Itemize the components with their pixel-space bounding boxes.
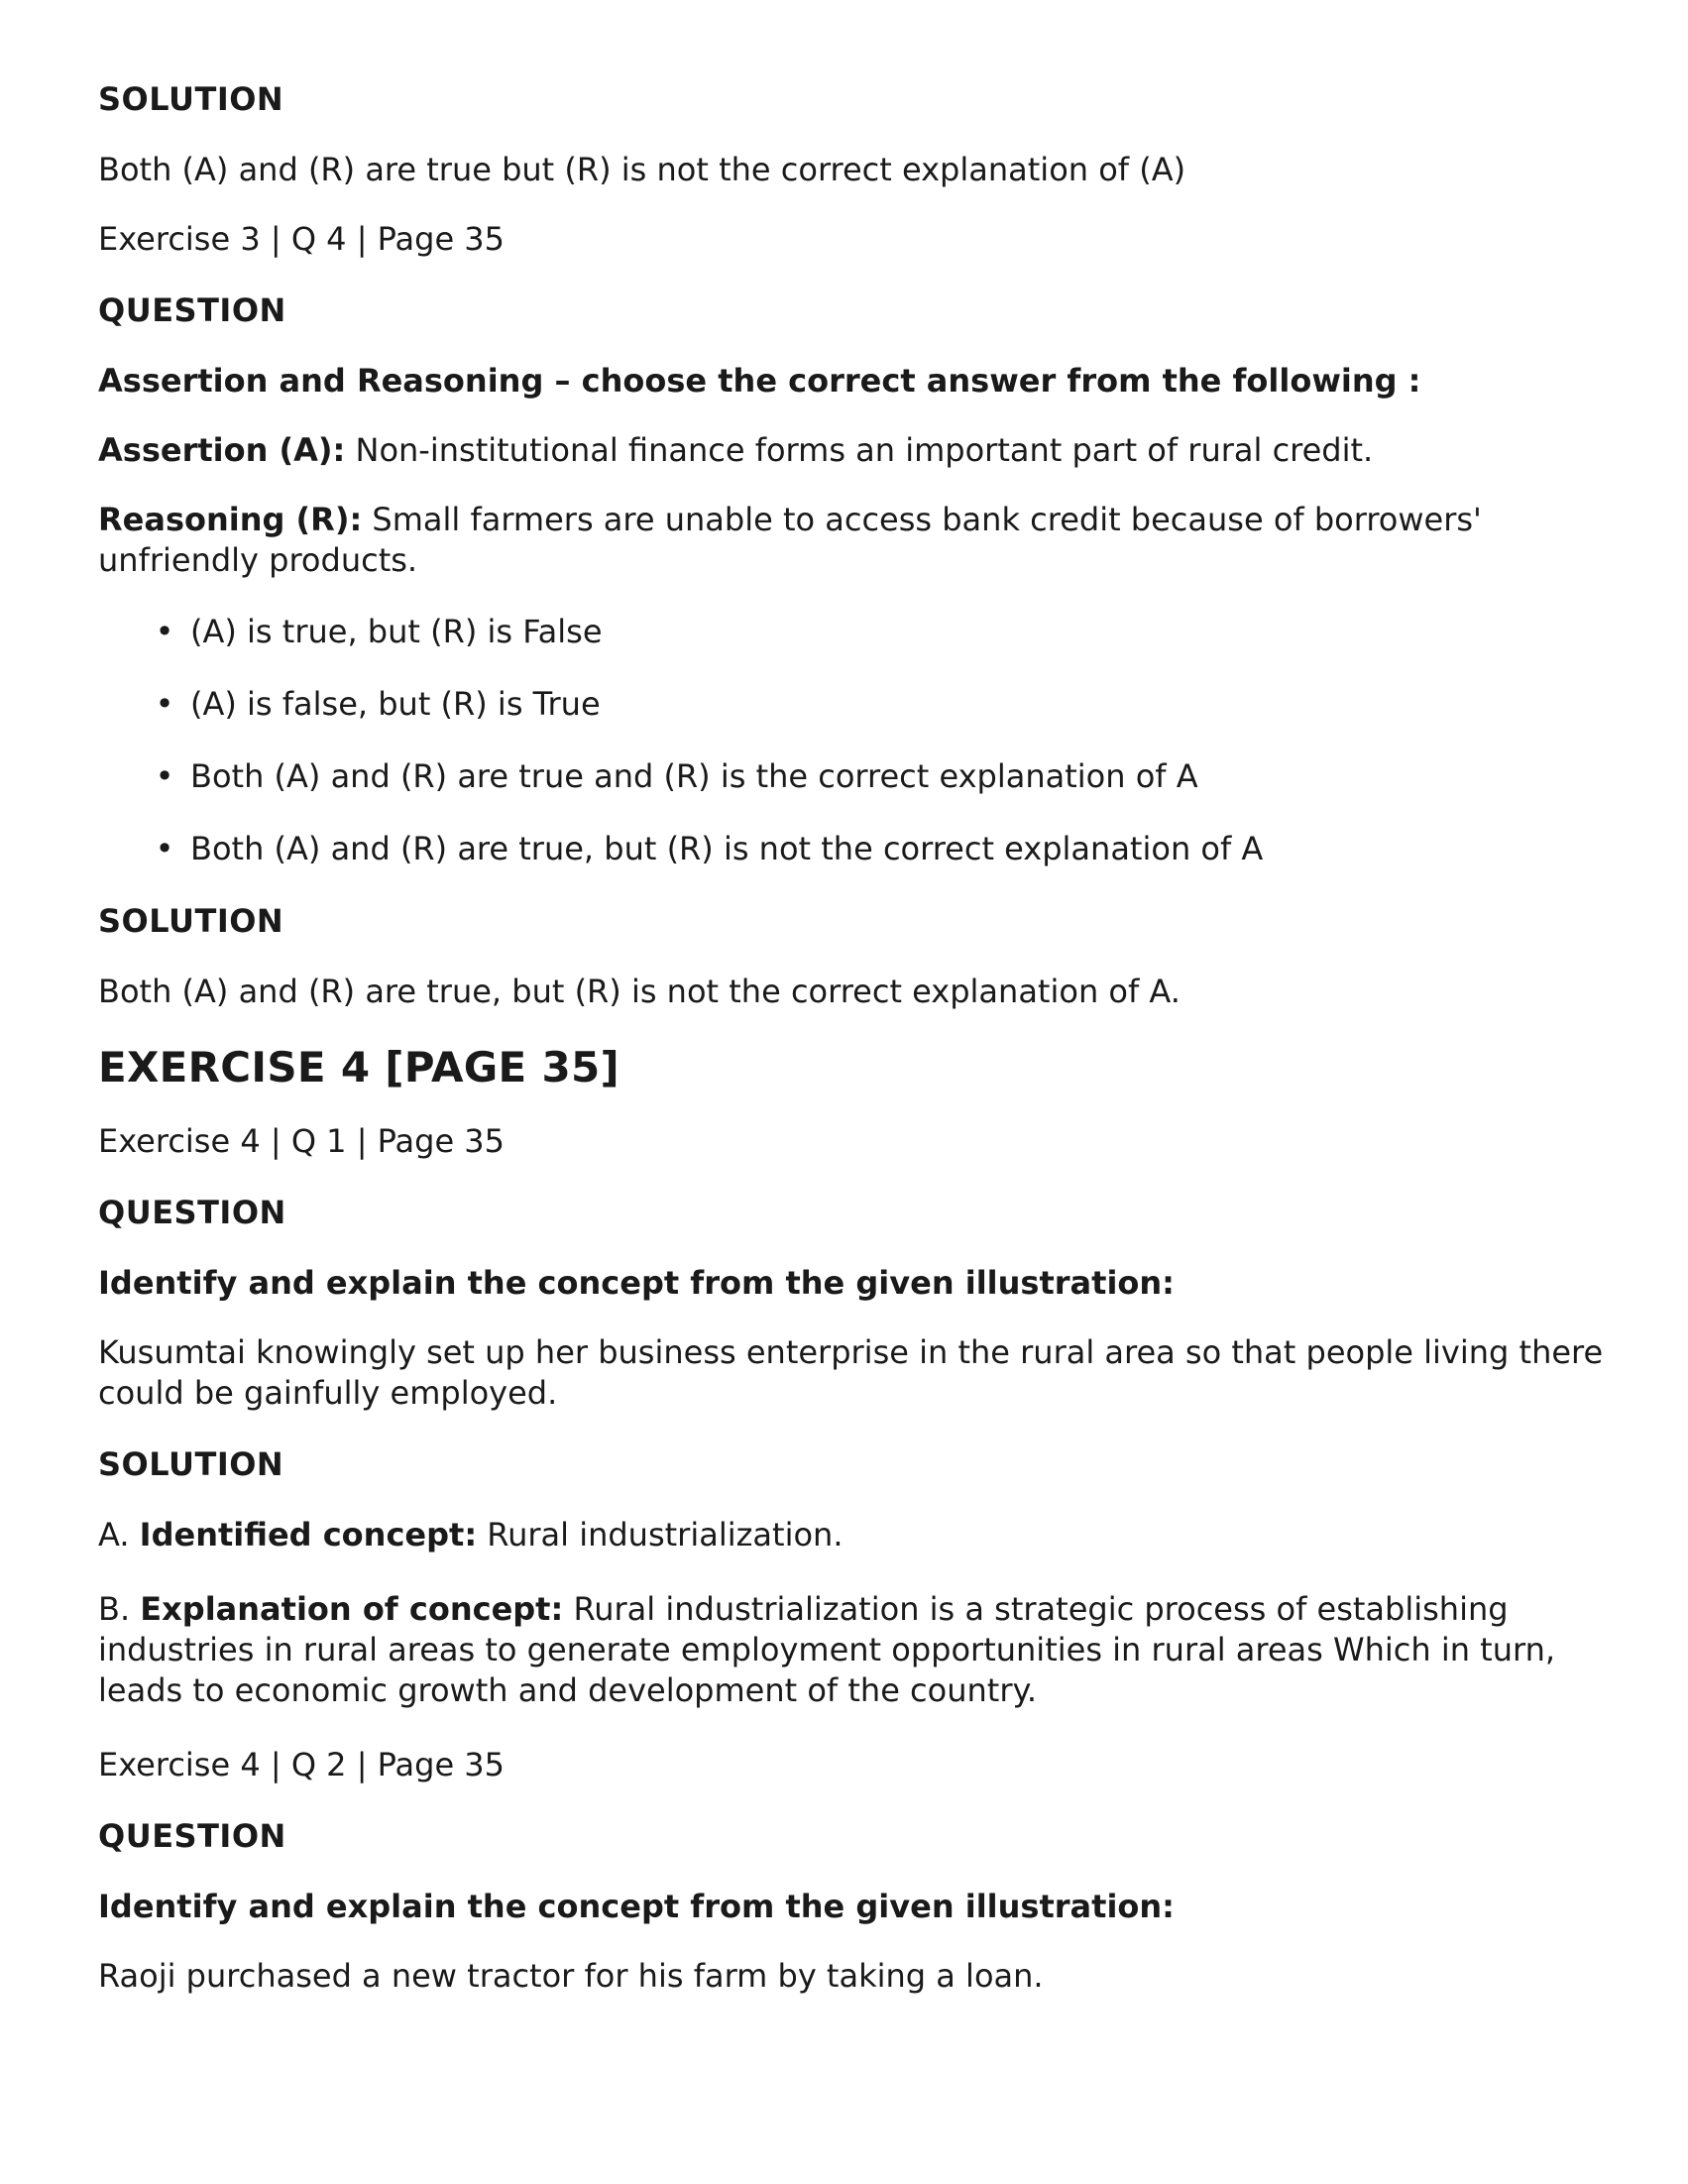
answer-option-text: (A) is true, but (R) is False (190, 613, 603, 650)
answer-option (153, 754, 1605, 798)
answer-option-text: Both (A) and (R) are true and (R) is the correct explanation of A (190, 757, 1198, 795)
question-heading: QUESTION (98, 1817, 286, 1855)
reasoning-label: Reasoning (R): (98, 501, 363, 538)
identified-concept-label: Identified concept: (139, 1516, 478, 1553)
reasoning-statement (98, 500, 1605, 581)
solution-text: Both (A) and (R) are true but (R) is not the correct explanation of (A) (98, 151, 1186, 188)
answer-option-text: Both (A) and (R) are true, but (R) is not the correct explanation of A (190, 830, 1264, 867)
identified-concept (98, 1515, 1605, 1555)
illustration-text: Kusumtai knowingly set up her business enterprise in the rural area so that people living there could be gainfully employed. (98, 1333, 1604, 1412)
bullet-icon: • (155, 830, 174, 867)
exercise-reference: Exercise 4 | Q 2 | Page 35 (98, 1746, 506, 1783)
answer-options-list (98, 610, 1605, 870)
item-prefix: A. (98, 1516, 140, 1553)
exercise-reference: Exercise 3 | Q 4 | Page 35 (98, 220, 506, 258)
solution-heading: SOLUTION (98, 1445, 284, 1483)
bullet-icon: • (155, 685, 174, 723)
assertion-text: Non-institutional finance forms an important part of rural credit. (345, 431, 1374, 469)
solution-heading: SOLUTION (98, 902, 284, 940)
solution-text: Both (A) and (R) are true, but (R) is not the correct explanation of A. (98, 973, 1181, 1010)
assertion-label: Assertion (A): (98, 431, 346, 469)
document-page (98, 77, 1605, 2025)
answer-option (153, 682, 1605, 726)
identified-concept-text: Rural industrialization. (477, 1516, 844, 1553)
question-prompt: Identify and explain the concept from the given illustration: (98, 1888, 1175, 1925)
question-prompt: Identify and explain the concept from the given illustration: (98, 1264, 1175, 1302)
illustration-text: Raoji purchased a new tractor for his farm by taking a loan. (98, 1957, 1044, 1995)
answer-option (153, 827, 1605, 870)
bullet-icon: • (155, 613, 174, 650)
item-prefix: B. (98, 1590, 141, 1628)
answer-option-text: (A) is false, but (R) is True (190, 685, 601, 723)
assertion-statement (98, 430, 1605, 471)
bullet-icon: • (155, 757, 174, 795)
reasoning-text: Small farmers are unable to access bank credit because of borrowers' unfriendly products. (98, 501, 1482, 579)
concept-explanation-text: Rural industrialization is a strategic process of establishing industries in rural areas to generate employment opportunities in rural areas Which in turn, leads to economic growth and development of the country. (98, 1590, 1556, 1709)
concept-explanation-label: Explanation of concept: (140, 1590, 564, 1628)
answer-option (153, 610, 1605, 653)
concept-explanation (98, 1589, 1605, 1711)
question-heading: QUESTION (98, 291, 286, 329)
exercise-reference: Exercise 4 | Q 1 | Page 35 (98, 1122, 506, 1160)
question-heading: QUESTION (98, 1194, 286, 1231)
exercise-title: EXERCISE 4 [PAGE 35] (98, 1043, 620, 1092)
solution-heading: SOLUTION (98, 80, 284, 118)
question-prompt: Assertion and Reasoning – choose the correct answer from the following : (98, 362, 1421, 400)
